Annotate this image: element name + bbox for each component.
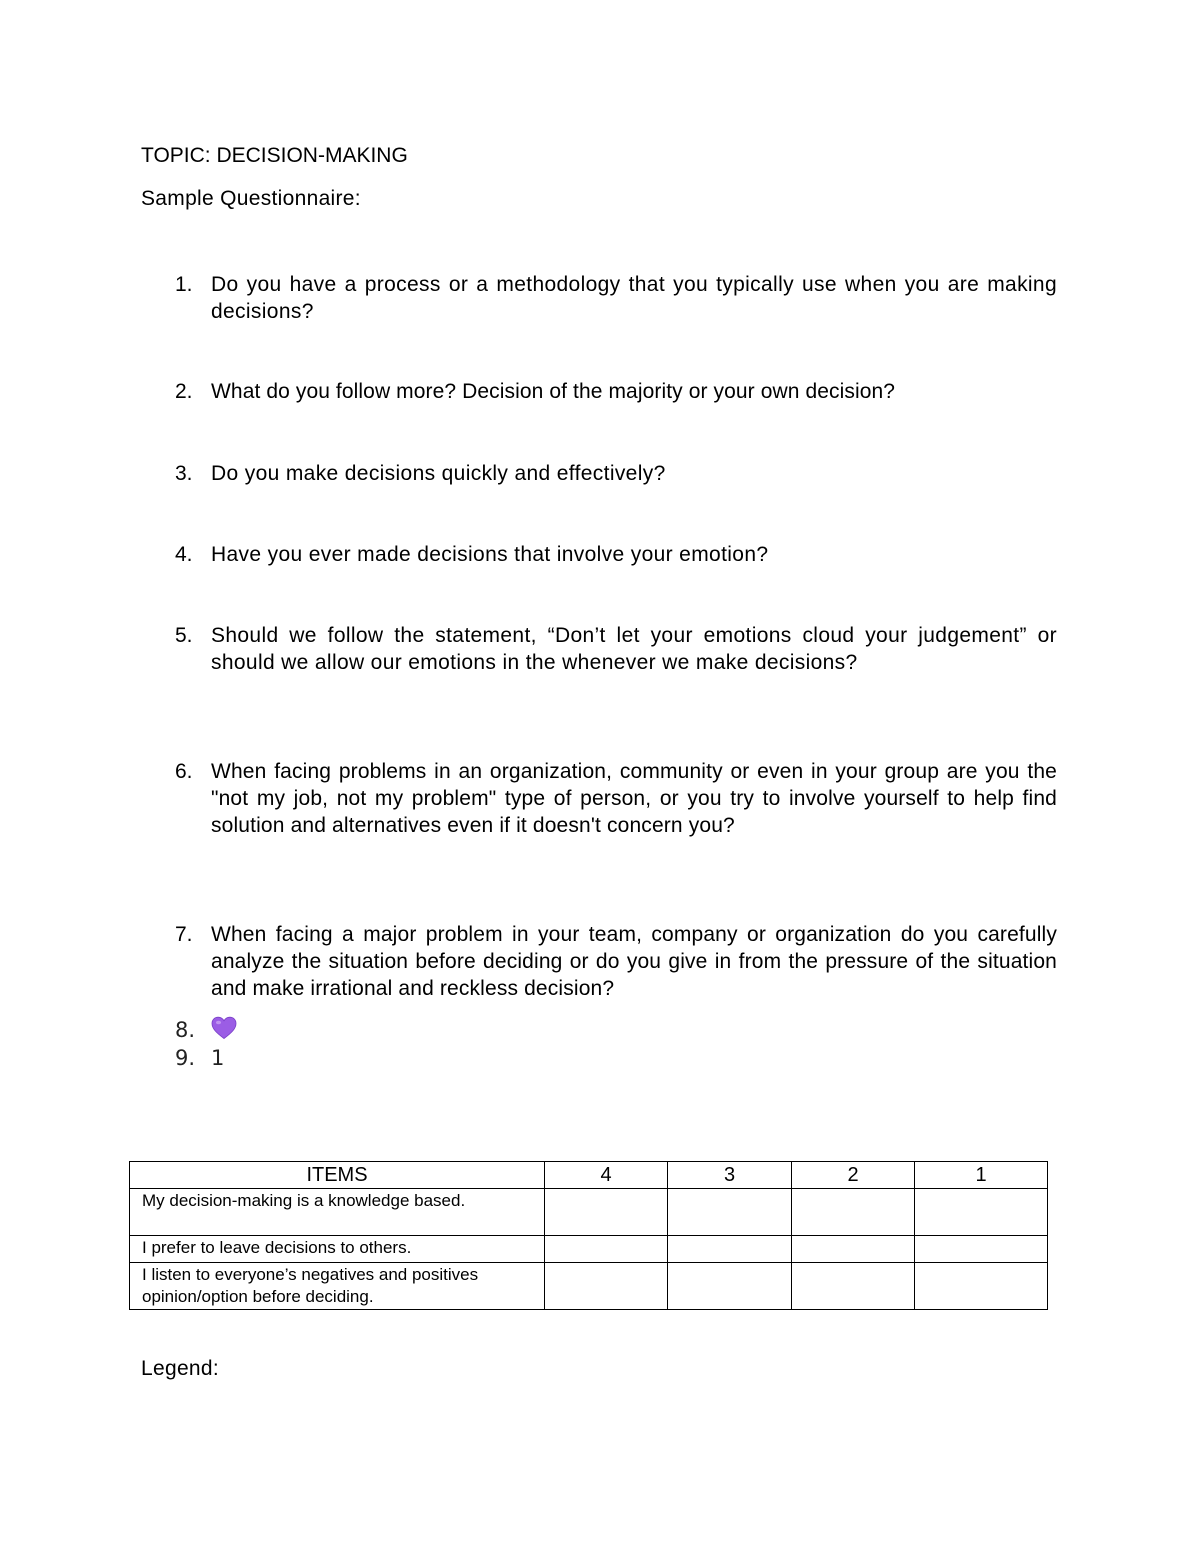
rating-cell-3[interactable] — [668, 1263, 792, 1310]
header-rating-4: 4 — [545, 1162, 668, 1189]
list-item-value: 1 — [211, 1046, 225, 1070]
question-number: 6. — [175, 760, 193, 783]
rating-cell-4[interactable] — [545, 1263, 668, 1310]
purple-heart-icon — [211, 1016, 237, 1040]
question-number: 5. — [175, 624, 193, 647]
header-rating-3: 3 — [668, 1162, 792, 1189]
rating-cell-1[interactable] — [915, 1263, 1048, 1310]
rating-cell-1[interactable] — [915, 1189, 1048, 1236]
question-text: When facing problems in an organization, community or even in your group are you the "not my job, not my problem" type of person, or you try to involve yourself to help find solution and alternatives even if it doesn't concern you? — [211, 760, 1057, 837]
table-row — [130, 1236, 1048, 1263]
question-text: Have you ever made decisions that involve your emotion? — [211, 543, 769, 566]
rating-cell-2[interactable] — [792, 1189, 915, 1236]
header-rating-2: 2 — [792, 1162, 915, 1189]
rating-cell-2[interactable] — [792, 1263, 915, 1310]
question-text: Should we follow the statement, “Don’t let your emotions cloud your judgement” or should we allow our emotions in the whenever we make decisions? — [211, 624, 1057, 674]
question-number: 2. — [175, 380, 193, 403]
rating-cell-4[interactable] — [545, 1236, 668, 1263]
legend-label: Legend: — [141, 1357, 220, 1380]
rating-cell-4[interactable] — [545, 1189, 668, 1236]
table-row — [130, 1263, 1048, 1310]
rating-cell-3[interactable] — [668, 1189, 792, 1236]
table-row — [130, 1189, 1048, 1236]
table-item-cell: My decision-making is a knowledge based. — [130, 1189, 545, 1236]
list-number: 9. — [175, 1046, 196, 1070]
questionnaire-subtitle: Sample Questionnaire: — [141, 187, 361, 210]
rating-cell-2[interactable] — [792, 1236, 915, 1263]
list-number: 8. — [175, 1018, 196, 1042]
question-text: What do you follow more? Decision of the majority or your own decision? — [211, 380, 896, 403]
rating-cell-3[interactable] — [668, 1236, 792, 1263]
rating-table — [129, 1161, 1048, 1310]
table-item-cell: I listen to everyone’s negatives and positives opinion/option before deciding. — [130, 1263, 545, 1310]
question-number: 7. — [175, 923, 193, 946]
question-number: 1. — [175, 273, 193, 296]
rating-cell-1[interactable] — [915, 1236, 1048, 1263]
table-header-row — [130, 1162, 1048, 1189]
table-item-cell: I prefer to leave decisions to others. — [130, 1236, 545, 1263]
question-text: Do you make decisions quickly and effectively? — [211, 462, 666, 485]
question-number: 4. — [175, 543, 193, 566]
header-rating-1: 1 — [915, 1162, 1048, 1189]
question-text: Do you have a process or a methodology that you typically use when you are making decisions? — [211, 273, 1057, 323]
question-text: When facing a major problem in your team, company or organization do you carefully analyze the situation before deciding or do you give in from the pressure of the situation and make irrational and reckless decision? — [211, 923, 1057, 1000]
document-topic: TOPIC: DECISION-MAKING — [141, 144, 408, 167]
question-number: 3. — [175, 462, 193, 485]
header-items: ITEMS — [130, 1162, 545, 1189]
